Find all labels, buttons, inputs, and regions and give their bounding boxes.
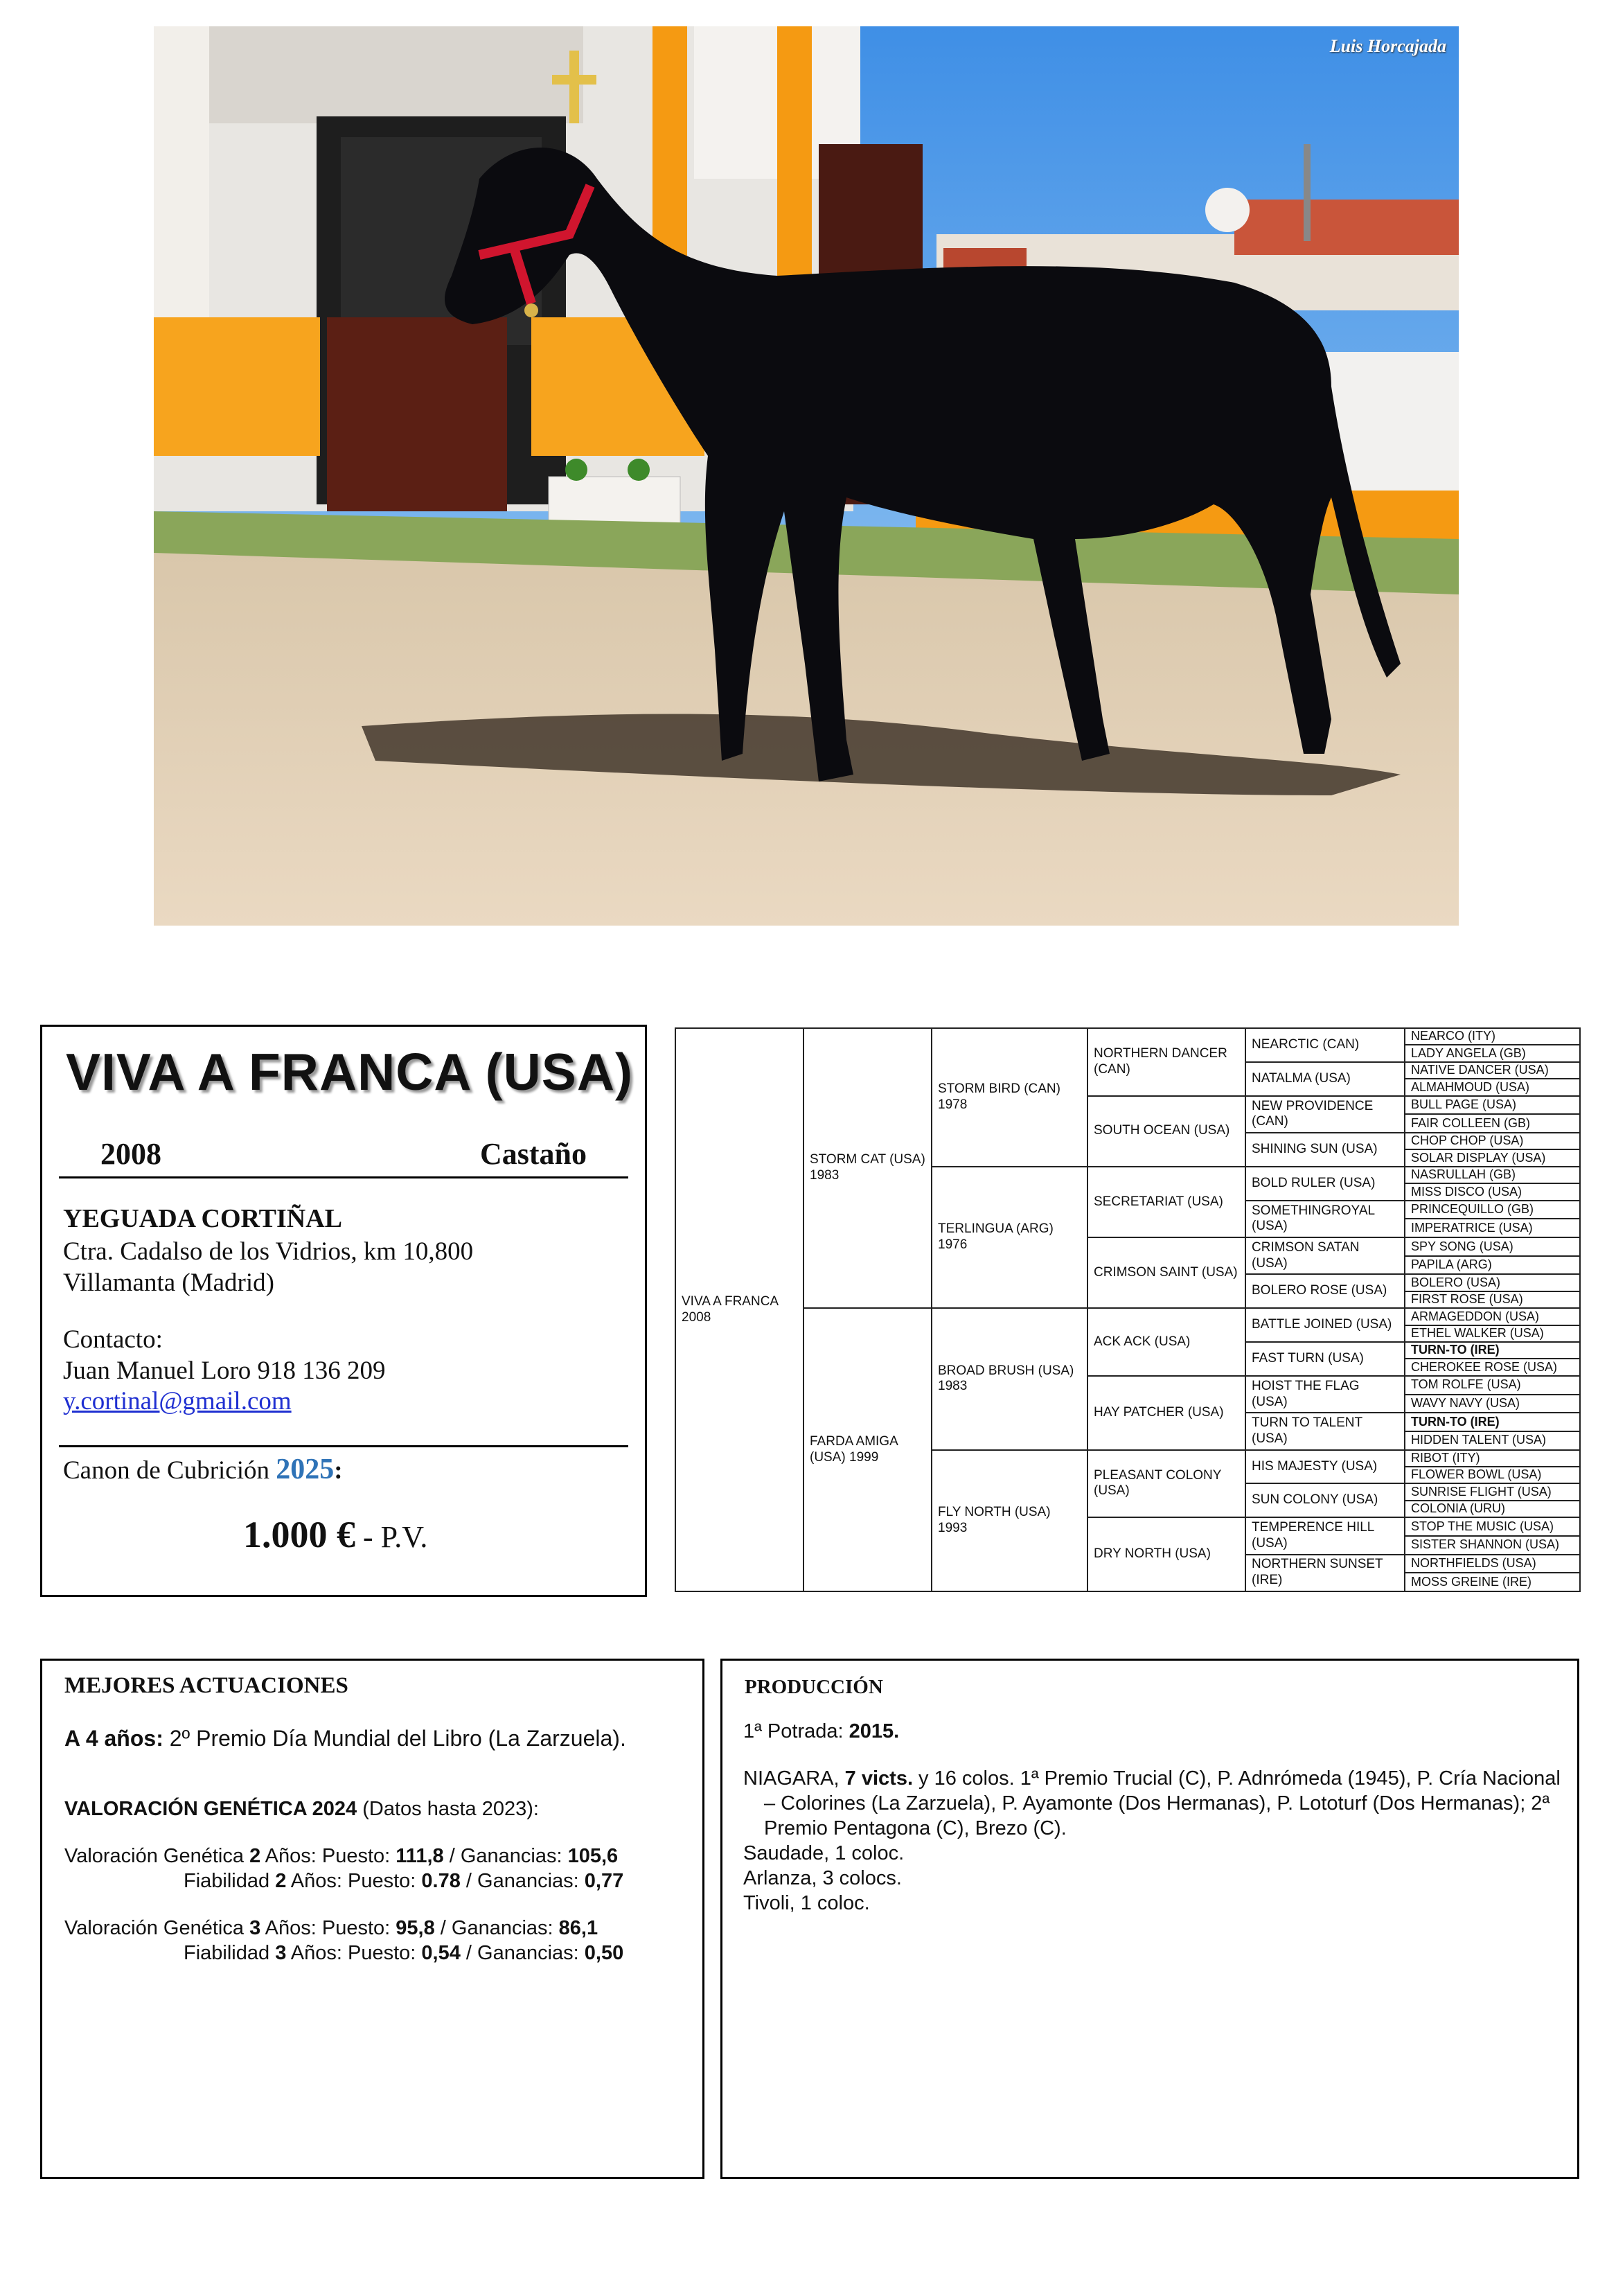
pedigree-grandparent: TERLINGUA (ARG) 1976 [932,1167,1087,1308]
pedigree-gen5-ancestor: TURN-TO (IRE) [1405,1413,1580,1431]
stud-fee [243,1513,427,1556]
offspring-item: Arlanza, 3 colocs. [743,1867,902,1889]
photo-credit: Luis Horcajada [1329,36,1446,56]
contact-email-link[interactable]: y.cortinal@gmail.com [63,1387,292,1415]
pedigree-grandparent: FLY NORTH (USA) 1993 [932,1450,1087,1591]
pedigree-gen5-ancestor: ALMAHMOUD (USA) [1405,1079,1580,1095]
pedigree-gen5-ancestor: SUNRISE FLIGHT (USA) [1405,1483,1580,1500]
pedigree-gen5-ancestor: FAIR COLLEEN (GB) [1405,1114,1580,1133]
horse-photo-image [154,26,1459,926]
pedigree-gen5-ancestor: LADY ANGELA (GB) [1405,1045,1580,1061]
pedigree-gen5-ancestor: ETHEL WALKER (USA) [1405,1325,1580,1342]
pedigree-gen5-ancestor: MISS DISCO (USA) [1405,1183,1580,1200]
pedigree-gen5-ancestor: SISTER SHANNON (USA) [1405,1536,1580,1555]
stud-fee-suffix: - P.V. [355,1520,428,1554]
pedigree-gen4-ancestor: SHINING SUN (USA) [1245,1133,1405,1167]
pedigree-gen4-ancestor: SOMETHINGROYAL (USA) [1245,1201,1405,1237]
reliability-age: 2 [275,1870,287,1892]
pedigree-sire: STORM CAT (USA) 1983 [803,1028,932,1308]
pedigree-gen5-ancestor: WAVY NAVY (USA) [1405,1395,1580,1413]
valuation-ganancias: 105,6 [567,1845,619,1867]
pedigree-gen5-ancestor: PRINCEQUILLO (GB) [1405,1201,1580,1219]
pedigree-gen5-ancestor: CHOP CHOP (USA) [1405,1133,1580,1149]
reliability-row [64,1869,623,1893]
valuation-puesto-label: Años: Puesto: [260,1845,396,1867]
valuation-age: 3 [249,1917,261,1939]
pedigree-gen3-ancestor: PLEASANT COLONY (USA) [1087,1450,1245,1518]
pedigree-grandparent: STORM BIRD (CAN) 1978 [932,1028,1087,1167]
best-performances-box [40,1659,704,2179]
reliability-puesto-label: Años: Puesto: [286,1942,422,1964]
stud-fee-year: 2025 [276,1454,335,1485]
pedigree-grandparent: BROAD BRUSH (USA) 1983 [932,1308,1087,1449]
stud-fee-label-text: Canon de Cubrición [63,1456,276,1485]
pedigree-gen5-ancestor: STOP THE MUSIC (USA) [1405,1517,1580,1536]
pedigree-subject: VIVA A FRANCA 2008 [675,1028,803,1591]
pedigree-gen4-ancestor: BOLD RULER (USA) [1245,1167,1405,1201]
pedigree-gen4-ancestor: SUN COLONY (USA) [1245,1483,1405,1517]
reliability-ganancias: 0,77 [584,1870,624,1892]
performance-age-label: A 4 años: [64,1726,163,1751]
divider [59,1176,628,1178]
pedigree-gen4-ancestor: TURN TO TALENT (USA) [1245,1413,1405,1449]
pedigree-gen5-ancestor: NATIVE DANCER (USA) [1405,1062,1580,1079]
pedigree-gen3-ancestor: SOUTH OCEAN (USA) [1087,1096,1245,1167]
reliability-ganancias-label: / Ganancias: [460,1870,585,1892]
contact-person: Juan Manuel Loro 918 136 209 [63,1357,386,1385]
reliability-label: Fiabilidad [184,1942,276,1964]
stud-fee-value: 1.000 € [243,1514,355,1555]
pedigree-gen4-ancestor: HIS MAJESTY (USA) [1245,1450,1405,1484]
offspring-item: Tivoli, 1 coloc. [743,1892,870,1914]
pedigree-gen4-ancestor: HOIST THE FLAG (USA) [1245,1376,1405,1413]
offspring-name: NIAGARA, [743,1767,845,1790]
pedigree-gen4-ancestor: BOLERO ROSE (USA) [1245,1274,1405,1308]
offspring-item: Saudade, 1 coloc. [743,1842,905,1864]
first-crop [743,1720,899,1743]
genetic-valuation-heading: VALORACIÓN GENÉTICA 2024 [64,1798,357,1820]
pedigree-gen5-ancestor: ARMAGEDDON (USA) [1405,1308,1580,1325]
valuation-ganancias-label: / Ganancias: [443,1845,568,1867]
pedigree-gen5-ancestor: NEARCO (ITY) [1405,1028,1580,1045]
pedigree-gen4-ancestor: NEW PROVIDENCE (CAN) [1245,1096,1405,1133]
pedigree-table [675,1027,1579,1592]
reliability-puesto: 0,54 [421,1942,461,1964]
pedigree-gen5-ancestor: NASRULLAH (GB) [1405,1167,1580,1183]
stud-fee-label [63,1453,343,1486]
stud-name: YEGUADA CORTIÑAL [63,1204,342,1233]
pedigree-gen5-ancestor: SOLAR DISPLAY (USA) [1405,1149,1580,1166]
pedigree-dam: FARDA AMIGA (USA) 1999 [803,1308,932,1591]
pedigree-gen5-ancestor: HIDDEN TALENT (USA) [1405,1431,1580,1450]
performance-text: 2º Premio Día Mundial del Libro (La Zarzuela). [163,1726,626,1751]
pedigree-gen3-ancestor: SECRETARIAT (USA) [1087,1167,1245,1237]
pedigree-gen5-ancestor: FLOWER BOWL (USA) [1405,1467,1580,1483]
stud-address-line-2: Villamanta (Madrid) [63,1269,274,1297]
performance-line [64,1726,626,1751]
pedigree-gen5-ancestor: COLONIA (URU) [1405,1501,1580,1517]
pedigree-gen3-ancestor: ACK ACK (USA) [1087,1308,1245,1376]
pedigree-gen5-ancestor: TOM ROLFE (USA) [1405,1376,1580,1395]
horse-photo [154,26,1459,926]
pedigree-gen4-ancestor: NEARCTIC (CAN) [1245,1028,1405,1062]
reliability-puesto-label: Años: Puesto: [286,1870,422,1892]
pedigree-gen3-ancestor: DRY NORTH (USA) [1087,1517,1245,1591]
coat-color: Castaño [479,1137,587,1171]
reliability-age: 3 [275,1942,287,1964]
genetic-valuation-title [64,1798,539,1821]
pedigree-gen5-ancestor: CHEROKEE ROSE (USA) [1405,1359,1580,1375]
valuation-ganancias: 86,1 [558,1917,598,1939]
genetic-valuation-3-years [64,1916,623,1966]
pedigree-gen4-ancestor: NORTHERN SUNSET (IRE) [1245,1555,1405,1591]
birth-year: 2008 [100,1137,161,1171]
production-title: PRODUCCIÓN [745,1676,883,1698]
pedigree-gen5-ancestor: PAPILA (ARG) [1405,1256,1580,1275]
pedigree-gen5-ancestor: FIRST ROSE (USA) [1405,1291,1580,1308]
pedigree-gen5-ancestor: MOSS GREINE (IRE) [1405,1573,1580,1591]
horse-info-card [40,1025,647,1597]
valuation-puesto-label: Años: Puesto: [260,1917,396,1939]
first-crop-year: 2015. [849,1720,900,1742]
pedigree-gen4-ancestor: CRIMSON SATAN (USA) [1245,1237,1405,1274]
reliability-row [64,1941,623,1966]
valuation-label: Valoración Genética [64,1845,250,1867]
reliability-label: Fiabilidad [184,1870,276,1892]
pedigree-gen5-ancestor: SPY SONG (USA) [1405,1237,1580,1256]
valuation-row [64,1916,623,1941]
production-box [720,1659,1579,2179]
pedigree-gen4-ancestor: TEMPERENCE HILL (USA) [1245,1517,1405,1554]
pedigree-gen3-ancestor: NORTHERN DANCER (CAN) [1087,1028,1245,1096]
reliability-puesto: 0.78 [421,1870,461,1892]
valuation-row [64,1844,623,1869]
pedigree-gen5-ancestor: BULL PAGE (USA) [1405,1096,1580,1115]
pedigree-gen5-ancestor: NORTHFIELDS (USA) [1405,1555,1580,1573]
reliability-ganancias: 0,50 [584,1942,624,1964]
pedigree-gen5-ancestor: BOLERO (USA) [1405,1274,1580,1291]
pedigree-gen5-ancestor: RIBOT (ITY) [1405,1450,1580,1467]
stud-address-line-1: Ctra. Cadalso de los Vidrios, km 10,800 [63,1237,474,1266]
offspring-item [743,1766,1561,1841]
valuation-label: Valoración Genética [64,1917,250,1939]
pedigree-gen5-ancestor: TURN-TO (IRE) [1405,1342,1580,1359]
pedigree-gen4-ancestor: BATTLE JOINED (USA) [1245,1308,1405,1342]
valuation-age: 2 [249,1845,261,1867]
offspring-details: y 16 colos. 1ª Premio Trucial (C), P. Adnrómeda (1945), P. Cría Nacional – Colorines (La Zarzuela), P. Ayamonte (Dos Hermanas), P. Lototurf (Dos Hermanas); 2ª Premio Pentagona (C), Brezo (C). [764,1767,1561,1839]
best-performances-title: MEJORES ACTUACIONES [64,1673,348,1698]
first-crop-label: 1ª Potrada: [743,1720,849,1742]
pedigree-gen3-ancestor: CRIMSON SAINT (USA) [1087,1237,1245,1308]
pedigree-gen4-ancestor: NATALMA (USA) [1245,1062,1405,1096]
pedigree-gen4-ancestor: FAST TURN (USA) [1245,1342,1405,1376]
stud-fee-colon: : [334,1456,343,1485]
genetic-valuation-2-years [64,1844,623,1893]
horse-name: VIVA A FRANCA (USA) [66,1043,633,1101]
offspring-list [743,1766,1561,1916]
reliability-ganancias-label: / Ganancias: [460,1942,585,1964]
offspring-wins: 7 victs. [844,1767,913,1790]
pedigree-gen5-ancestor: IMPERATRICE (USA) [1405,1219,1580,1237]
valuation-ganancias-label: / Ganancias: [434,1917,559,1939]
pedigree-gen3-ancestor: HAY PATCHER (USA) [1087,1376,1245,1450]
valuation-puesto: 111,8 [396,1845,444,1867]
divider [59,1445,628,1447]
contact-label: Contacto: [63,1325,163,1354]
genetic-valuation-note: (Datos hasta 2023): [357,1798,539,1820]
valuation-puesto: 95,8 [396,1917,435,1939]
